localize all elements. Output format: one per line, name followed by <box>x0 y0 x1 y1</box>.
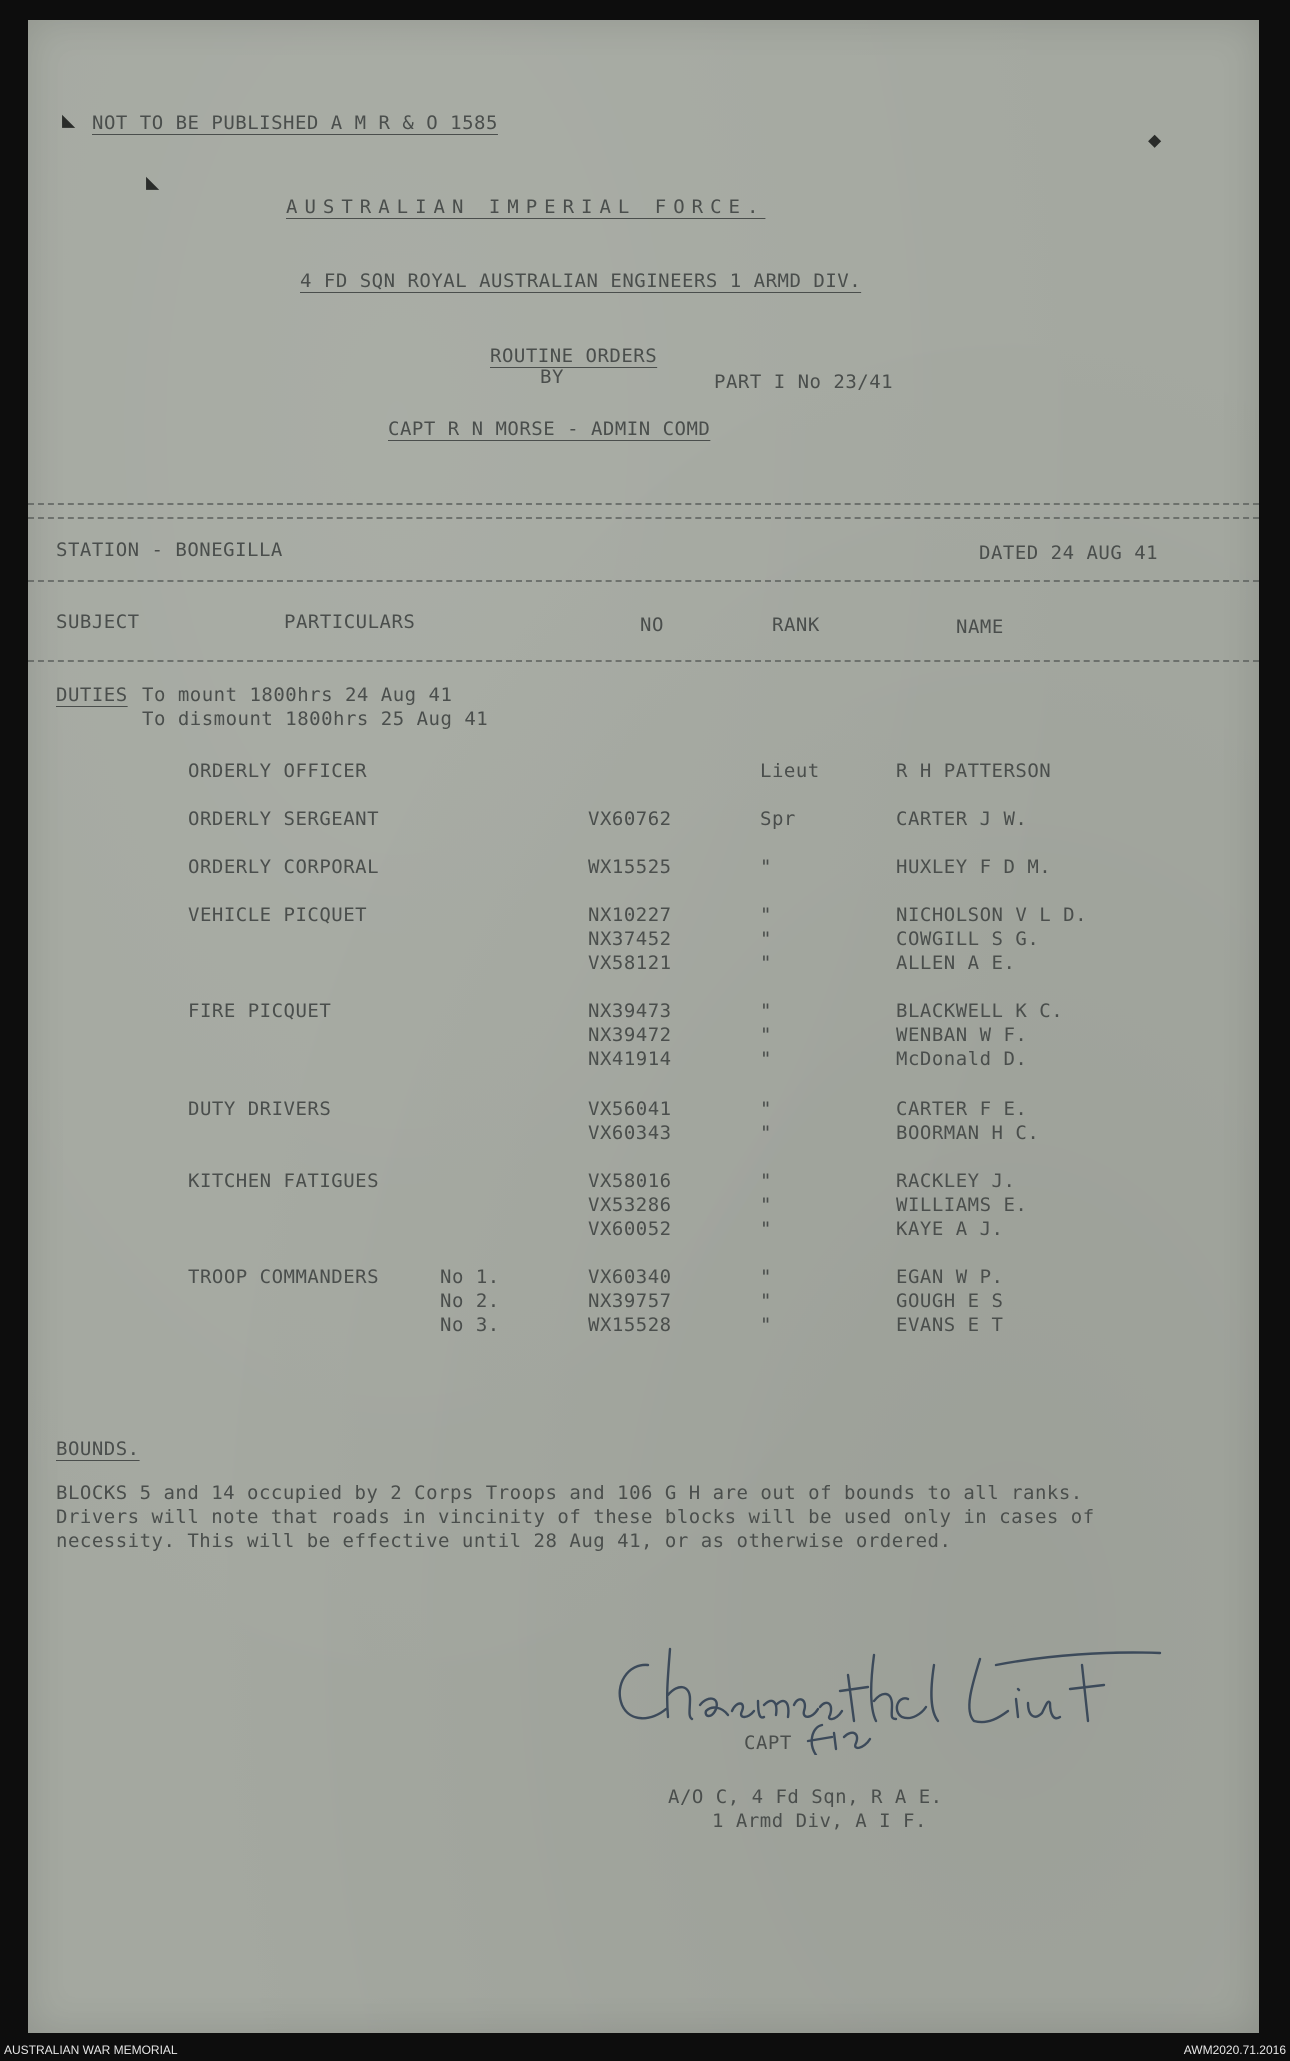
person-name: WILLIAMS E. <box>896 1194 1028 1216</box>
divider <box>28 660 1259 662</box>
rank: " <box>760 1266 772 1288</box>
document-page <box>28 20 1259 2033</box>
divider <box>28 580 1259 582</box>
service-number: VX53286 <box>588 1194 672 1216</box>
archive-reference: AWM2020.71.2016 <box>1183 2043 1286 2057</box>
col-rank: RANK <box>772 614 820 636</box>
rank: " <box>760 1170 772 1192</box>
col-particulars: PARTICULARS <box>284 611 416 633</box>
troop-number: No 1. <box>440 1266 500 1288</box>
bounds-line: BLOCKS 5 and 14 occupied by 2 Corps Troops and 106 G H are out of bounds to all ranks. <box>56 1482 1083 1504</box>
duty-title: TROOP COMMANDERS <box>188 1266 380 1288</box>
bounds-label: BOUNDS. <box>56 1438 140 1460</box>
person-name: WENBAN W F. <box>896 1024 1028 1046</box>
rank: " <box>760 1218 772 1240</box>
part-number: PART I No 23/41 <box>714 371 894 393</box>
dismount-time: To dismount 1800hrs 25 Aug 41 <box>142 708 489 730</box>
person-name: COWGILL S G. <box>896 928 1040 950</box>
rank: Spr <box>760 808 796 830</box>
duty-title: FIRE PICQUET <box>188 1000 332 1022</box>
person-name: R H PATTERSON <box>896 760 1052 782</box>
service-number: VX58121 <box>588 952 672 974</box>
duty-title: KITCHEN FATIGUES <box>188 1170 380 1192</box>
rank: " <box>760 1000 772 1022</box>
service-number: VX58016 <box>588 1170 672 1192</box>
rank: " <box>760 1194 772 1216</box>
service-number: VX60762 <box>588 808 672 830</box>
col-no: NO <box>640 614 664 636</box>
restriction-note: NOT TO BE PUBLISHED A M R & O 1585 <box>92 112 498 134</box>
person-name: BOORMAN H C. <box>896 1122 1040 1144</box>
author-line: CAPT R N MORSE - ADMIN COMD <box>388 418 711 440</box>
duty-title: ORDERLY CORPORAL <box>188 856 380 878</box>
divider <box>28 517 1259 519</box>
service-number: VX56041 <box>588 1098 672 1120</box>
person-name: RACKLEY J. <box>896 1170 1016 1192</box>
pin-mark: ◣ <box>146 170 160 195</box>
archive-credit: AUSTRALIAN WAR MEMORIAL <box>4 2043 178 2057</box>
person-name: CARTER J W. <box>896 808 1028 830</box>
mount-time: To mount 1800hrs 24 Aug 41 <box>142 684 453 706</box>
col-subject: SUBJECT <box>56 611 140 633</box>
rank: " <box>760 952 772 974</box>
bounds-line: necessity. This will be effective until 28 Aug 41, or as otherwise ordered. <box>56 1530 952 1552</box>
rank: " <box>760 1314 772 1336</box>
service-number: NX41914 <box>588 1048 672 1070</box>
service-number: NX39757 <box>588 1290 672 1312</box>
date-label: DATED 24 AUG 41 <box>979 542 1159 564</box>
rank-capt: CAPT <box>744 1732 792 1754</box>
handwritten-signature <box>608 1625 1168 1755</box>
person-name: EVANS E T <box>896 1314 1004 1336</box>
service-number: VX60340 <box>588 1266 672 1288</box>
force-title: AUSTRALIAN IMPERIAL FORCE. <box>286 196 766 218</box>
person-name: HUXLEY F D M. <box>896 856 1052 878</box>
service-number: NX39472 <box>588 1024 672 1046</box>
col-name: NAME <box>956 616 1004 638</box>
duty-title: VEHICLE PICQUET <box>188 904 368 926</box>
rank: " <box>760 928 772 950</box>
service-number: NX39473 <box>588 1000 672 1022</box>
rank: " <box>760 1024 772 1046</box>
person-name: BLACKWELL K C. <box>896 1000 1064 1022</box>
troop-number: No 2. <box>440 1290 500 1312</box>
office-line: A/O C, 4 Fd Sqn, R A E. <box>668 1786 943 1808</box>
rank: " <box>760 1098 772 1120</box>
duty-title: DUTY DRIVERS <box>188 1098 332 1120</box>
duty-title: ORDERLY SERGEANT <box>188 808 380 830</box>
service-number: WX15528 <box>588 1314 672 1336</box>
bounds-line: Drivers will note that roads in vincinity of these blocks will be used only in cases of <box>56 1506 1095 1528</box>
rank: " <box>760 1122 772 1144</box>
rank: " <box>760 1048 772 1070</box>
duties-label: DUTIES <box>56 684 128 706</box>
rank: " <box>760 856 772 878</box>
pin-mark: ◣ <box>62 108 76 133</box>
station-label: STATION - BONEGILLA <box>56 539 283 561</box>
service-number: VX60343 <box>588 1122 672 1144</box>
divider <box>28 503 1259 505</box>
by-label: BY <box>540 366 564 388</box>
person-name: ALLEN A E. <box>896 952 1016 974</box>
unit-title: 4 FD SQN ROYAL AUSTRALIAN ENGINEERS 1 ARMD DIV. <box>300 270 862 292</box>
office-line: 1 Armd Div, A I F. <box>712 1810 927 1832</box>
pin-mark: ◆ <box>1148 128 1162 153</box>
person-name: NICHOLSON V L D. <box>896 904 1088 926</box>
duty-title: ORDERLY OFFICER <box>188 760 368 782</box>
person-name: CARTER F E. <box>896 1098 1028 1120</box>
person-name: McDonald D. <box>896 1048 1028 1070</box>
rank: " <box>760 904 772 926</box>
service-number: NX37452 <box>588 928 672 950</box>
person-name: EGAN W P. <box>896 1266 1004 1288</box>
person-name: GOUGH E S <box>896 1290 1004 1312</box>
service-number: WX15525 <box>588 856 672 878</box>
service-number: VX60052 <box>588 1218 672 1240</box>
service-number: NX10227 <box>588 904 672 926</box>
rank: " <box>760 1290 772 1312</box>
person-name: KAYE A J. <box>896 1218 1004 1240</box>
rank: Lieut <box>760 760 820 782</box>
troop-number: No 3. <box>440 1314 500 1336</box>
doc-type: ROUTINE ORDERS <box>490 345 658 367</box>
